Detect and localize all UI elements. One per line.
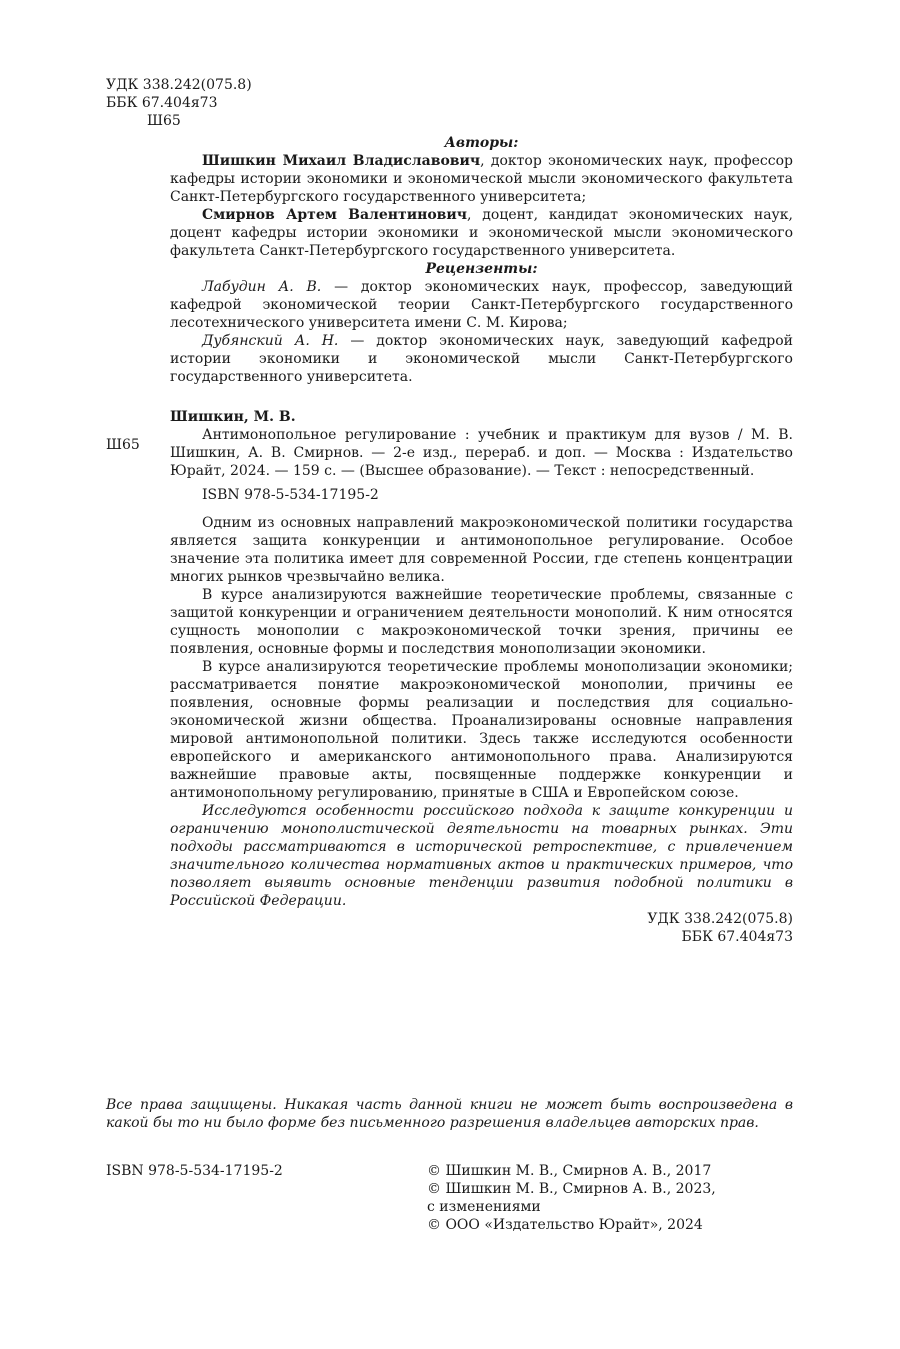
annotation-paragraph: В курсе анализируются важнейшие теоретические проблемы, связанные с защитой конкуренции и ограничением деятельности монополий. К ним относятся сущность монополии с макроэкономической точки зрения, причины ее появления, основные формы и последствия монополизации экономики. — [170, 587, 793, 657]
reviewer-entry — [170, 332, 793, 386]
author-name: Шишкин Михаил Владиславович — [202, 153, 481, 169]
author-entry — [170, 206, 793, 260]
reviewer-name: Дубянский А. Н. — [202, 333, 339, 349]
bibliographic-description: Антимонопольное регулирование : учебник и практикум для вузов / М. В. Шишкин, А. В. Смирнов. — 2-е изд., перераб. и доп. — Москва : Издательство Юрайт, 2024. — 159 с. — (Высшее образование). — Текст : непосредственный. — [170, 427, 793, 479]
author-description: , доктор экономических наук, профессор кафедры истории экономики и экономической мысли экономического факультета Санкт-Петербургского государственного университета; — [170, 153, 793, 205]
rights-notice — [106, 1096, 793, 1132]
copyright-line: с изменениями — [427, 1199, 541, 1215]
annotation-paragraph: В курсе анализируются теоретические проблемы монополизации экономики; рассматривается понятие макроэкономической монополии, причины ее появления, основные формы реализации и последствия для социально-экономической жизни общества. Проанализированы основные направления мировой антимонопольной политики. Здесь также исследуются особенности европейского и американского антимонопольного права. Анализируются важнейшие правовые акты, посвященные поддержке конкуренции и антимонопольному регулированию, принятые в США и Европейском союзе. — [170, 659, 793, 801]
author-mark: Ш65 — [147, 113, 181, 129]
reviewer-name: Лабудин А. В. — [202, 279, 322, 295]
bibliographic-author: Шишкин, М. В. — [170, 409, 296, 425]
reviewers-heading: Рецензенты: — [425, 261, 538, 277]
rights-notice-text: Все права защищены. Никакая часть данной книги не может быть воспроизведена в какой бы то ни было форме без письменного разрешения владельцев авторских прав. — [106, 1097, 793, 1131]
annotation-udk: УДК 338.242(075.8) — [647, 911, 793, 927]
bibliographic-isbn: ISBN 978-5-534-17195-2 — [202, 487, 379, 503]
annotation-bbk: ББК 67.404я73 — [681, 929, 793, 945]
authors-heading: Авторы: — [444, 135, 519, 151]
bibliographic-record — [170, 408, 793, 504]
copyright-line: © Шишкин М. В., Смирнов А. В., 2023, — [427, 1181, 716, 1197]
bibliographic-author-mark: Ш65 — [106, 437, 140, 453]
copyright-line: © ООО «Издательство Юрайт», 2024 — [427, 1217, 703, 1233]
udk-code: УДК 338.242(075.8) — [106, 77, 252, 93]
copyright-line: © Шишкин М. В., Смирнов А. В., 2017 — [427, 1163, 712, 1179]
annotation-paragraph: Одним из основных направлений макроэкономической политики государства является защита конкуренции и антимонопольное регулирование. Особое значение эта политика имеет для современной России, где степень концентрации многих рынков чрезвычайно велика. — [170, 515, 793, 585]
annotation — [170, 514, 793, 946]
annotation-italic-paragraph: Исследуются особенности российского подхода к защите конкуренции и ограничению монополистической деятельности на товарных рынках. Эти подходы рассматриваются в исторической ретроспективе, с привлечением значительного количества нормативных актов и практических примеров, что позволяет выявить основные тенденции развития подобной политики в Российской Федерации. — [170, 803, 793, 909]
reviewer-description: — доктор экономических наук, заведующий кафедрой истории экономики и экономической мысли Санкт-Петербургского государственного университета. — [170, 333, 793, 385]
reviewer-description: — доктор экономических наук, профессор, заведующий кафедрой экономической теории Санкт-Петербургского государственного лесотехнического университета имени С. М. Кирова; — [170, 279, 793, 331]
reviewer-entry — [170, 278, 793, 332]
author-description: , доцент, кандидат экономических наук, доцент кафедры истории экономики и экономической мысли экономического факультета Санкт-Петербургского государственного университета. — [170, 207, 793, 259]
authors-section — [170, 134, 793, 386]
bbk-code: ББК 67.404я73 — [106, 95, 218, 111]
author-name: Смирнов Артем Валентинович — [202, 207, 468, 223]
footer-isbn: ISBN 978-5-534-17195-2 — [106, 1163, 283, 1179]
copyright-list — [427, 1162, 793, 1234]
author-entry — [170, 152, 793, 206]
